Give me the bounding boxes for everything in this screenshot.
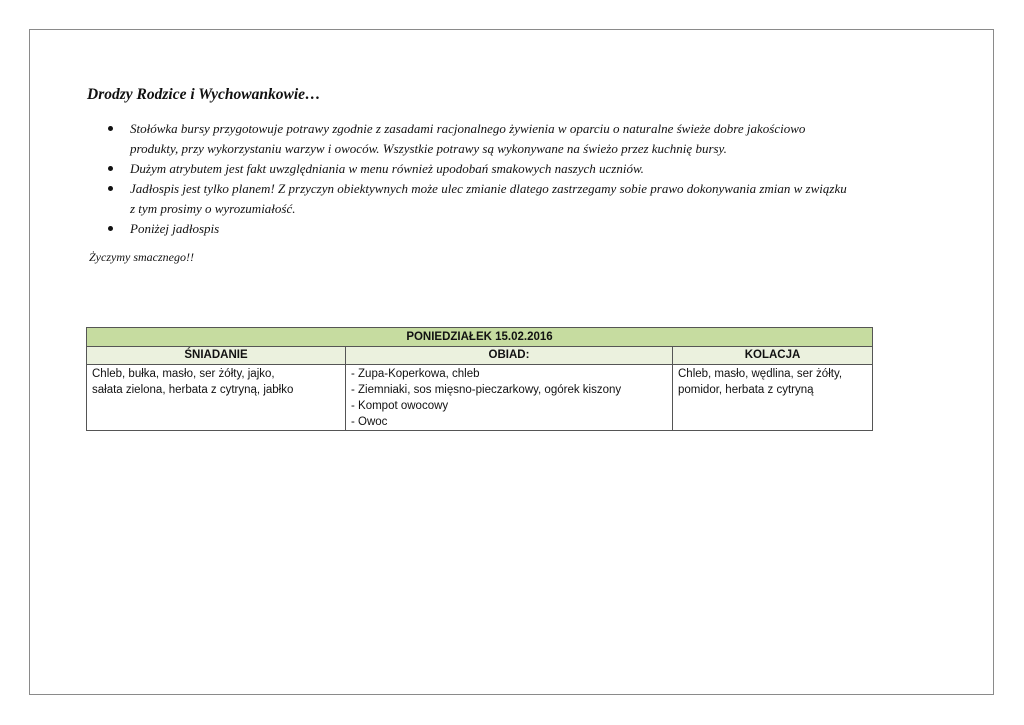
lunch-line: - Ziemniaki, sos mięsno-pieczarkowy, ogórek kiszony — [351, 384, 622, 396]
lunch-header: OBIAD: — [346, 347, 673, 365]
bullet-dot-icon — [108, 186, 113, 191]
bullet-text-line: Jadłospis jest tylko planem! Z przyczyn obiektywnych może ulec zmianie dlatego zastrzegamy sobie prawo dokonywania zmian w związku — [130, 181, 847, 196]
bullet-dot-icon — [108, 126, 113, 131]
menu-day-row — [87, 328, 873, 347]
breakfast-cell — [87, 365, 346, 431]
bullet-text-line: z tym prosimy o wyrozumiałość. — [130, 201, 296, 216]
bullet-text-line: Dużym atrybutem jest fakt uwzględniania w menu również upodobań smakowych naszych uczniów. — [130, 161, 644, 176]
info-bullet-list — [108, 119, 948, 239]
bullet-item — [108, 119, 948, 159]
dinner-line: pomidor, herbata z cytryną — [678, 384, 814, 396]
bullet-text-line: Poniżej jadłospis — [130, 221, 220, 236]
page-heading: Drodzy Rodzice i Wychowankowie… — [87, 86, 321, 103]
lunch-line: - Zupa-Koperkowa, chleb — [351, 368, 480, 380]
menu-items-row — [87, 365, 873, 431]
menu-day-title: PONIEDZIAŁEK 15.02.2016 — [87, 328, 873, 347]
lunch-cell — [346, 365, 673, 431]
bullet-dot-icon — [108, 166, 113, 171]
dinner-cell — [673, 365, 873, 431]
closing-wish: Życzymy smacznego!! — [89, 250, 194, 264]
bullet-text-line: Stołówka bursy przygotowuje potrawy zgodnie z zasadami racjonalnego żywienia w oparciu o naturalne świeże dobre jakościowo — [130, 121, 806, 136]
lunch-line: - Kompot owocowy — [351, 400, 449, 412]
bullet-dot-icon — [108, 226, 113, 231]
lunch-line: - Owoc — [351, 416, 388, 428]
menu-header-row — [87, 347, 873, 365]
bullet-text-line: produkty, przy wykorzystaniu warzyw i owoców. Wszystkie potrawy są wykonywane na świeżo przez kuchnię bursy. — [130, 141, 727, 156]
bullet-item — [108, 179, 948, 219]
breakfast-header: ŚNIADANIE — [87, 347, 346, 365]
bullet-item — [108, 159, 948, 179]
dinner-header: KOLACJA — [673, 347, 873, 365]
bullet-item — [108, 219, 948, 239]
menu-table — [86, 327, 873, 431]
breakfast-line: Chleb, bułka, masło, ser żółty, jajko, — [92, 368, 275, 380]
dinner-line: Chleb, masło, wędlina, ser żółty, — [678, 368, 843, 380]
breakfast-line: sałata zielona, herbata z cytryną, jabłko — [92, 384, 294, 396]
